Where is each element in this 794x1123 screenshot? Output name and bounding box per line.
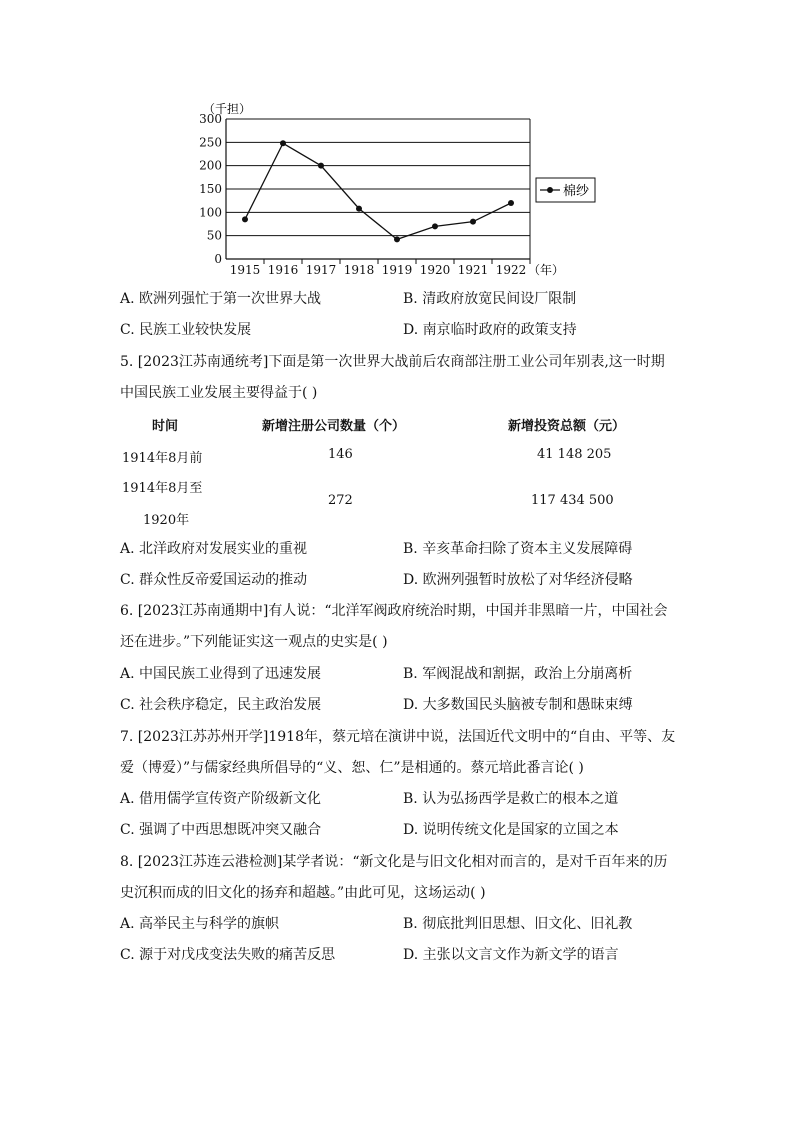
q4-option-d: D. 南京临时政府的政策支持 bbox=[403, 322, 577, 338]
y-tick-label: 100 bbox=[199, 205, 222, 220]
data-point bbox=[394, 236, 400, 242]
q6-option-c: C. 社会秩序稳定，民主政治发展 bbox=[120, 697, 322, 713]
data-point bbox=[318, 163, 324, 169]
table-cell-amount: 41 148 205 bbox=[537, 447, 612, 462]
x-tick-label: 1922 bbox=[495, 263, 527, 277]
chart-series bbox=[242, 140, 514, 242]
q6-stem-line2: 还在进步。”下列能证实这一观点的史实是( ) bbox=[120, 634, 388, 650]
series-line bbox=[245, 143, 511, 239]
q8-option-b: B. 彻底批判旧思想、旧文化、旧礼教 bbox=[403, 916, 633, 932]
table-header-amount: 新增投资总额（元） bbox=[508, 419, 626, 434]
q7-option-b: B. 认为弘扬西学是救亡的根本之道 bbox=[403, 791, 619, 807]
q4-option-a: A. 欧洲列强忙于第一次世界大战 bbox=[120, 291, 322, 307]
y-tick-label: 250 bbox=[199, 135, 222, 150]
table-cell-amount: 117 434 500 bbox=[531, 493, 614, 508]
chart-axes bbox=[226, 119, 530, 264]
y-tick-label: 0 bbox=[214, 252, 222, 266]
x-tick-label: 1920 bbox=[419, 263, 451, 277]
q6-option-a: A. 中国民族工业得到了迅速发展 bbox=[120, 666, 322, 682]
x-tick-label: 1919 bbox=[381, 263, 413, 277]
table-header-count: 新增注册公司数量（个） bbox=[262, 419, 406, 434]
y-tick-label: 150 bbox=[199, 182, 222, 196]
q7-stem-line1: 7. [2023江苏苏州开学]1918年，蔡元培在演讲中说，法国近代文明中的“自由、平等、友 bbox=[120, 729, 676, 745]
x-unit-label: （年） bbox=[528, 263, 565, 277]
y-tick-label: 200 bbox=[199, 158, 222, 173]
chart-ticks bbox=[199, 112, 526, 277]
data-point bbox=[242, 216, 248, 222]
q8-stem-line1: 8. [2023江苏连云港检测]某学者说：“新文化是与旧文化相对而言的，是对千百年来的历 bbox=[120, 854, 668, 870]
chart-legend bbox=[536, 178, 595, 202]
q7-option-a: A. 借用儒学宣传资产阶级新文化 bbox=[120, 791, 322, 807]
q6-option-d: D. 大多数国民头脑被专制和愚昧束缚 bbox=[403, 697, 633, 713]
legend-marker bbox=[547, 187, 553, 193]
q4-option-b: B. 清政府放宽民间设厂限制 bbox=[403, 291, 577, 307]
data-point bbox=[508, 200, 514, 206]
q4-option-c: C. 民族工业较快发展 bbox=[120, 322, 252, 338]
data-point bbox=[280, 140, 286, 146]
q5-option-c: C. 群众性反帝爱国运动的推动 bbox=[120, 572, 308, 588]
table-header-time: 时间 bbox=[152, 419, 179, 434]
q7-option-c: C. 强调了中西思想既冲突又融合 bbox=[120, 822, 322, 838]
q8-option-c: C. 源于对戊戌变法失败的痛苦反思 bbox=[120, 947, 336, 963]
data-point bbox=[470, 219, 476, 225]
data-point bbox=[432, 223, 438, 229]
cotton-yarn-line-chart bbox=[0, 0, 794, 290]
x-tick-label: 1917 bbox=[305, 263, 337, 277]
q6-stem-line1: 6. [2023江苏南通期中]有人说：“北洋军阀政府统治时期，中国并非黑暗一片，中国社会 bbox=[120, 603, 668, 619]
q5-option-d: D. 欧洲列强暂时放松了对华经济侵略 bbox=[403, 572, 633, 588]
table-cell-count: 272 bbox=[328, 493, 353, 508]
chart-grid bbox=[226, 119, 530, 259]
q5-stem-line2: 中国民族工业发展主要得益于( ) bbox=[120, 385, 318, 401]
x-tick-label: 1918 bbox=[343, 263, 375, 277]
x-tick-label: 1915 bbox=[229, 263, 261, 277]
table-cell-time: 1920年 bbox=[143, 513, 190, 528]
table-cell-time: 1914年8月至 bbox=[122, 481, 203, 496]
y-unit-label: （千担） bbox=[203, 102, 252, 116]
q7-option-d: D. 说明传统文化是国家的立国之本 bbox=[403, 822, 619, 838]
q5-option-a: A. 北洋政府对发展实业的重视 bbox=[120, 541, 308, 557]
legend-label: 棉纱 bbox=[563, 184, 590, 199]
q8-option-d: D. 主张以文言文作为新文学的语言 bbox=[403, 947, 619, 963]
q5-stem-line1: 5. [2023江苏南通统考]下面是第一次世界大战前后农商部注册工业公司年别表,这一时期 bbox=[120, 354, 665, 370]
y-tick-label: 50 bbox=[206, 228, 222, 243]
y-tick-label: 300 bbox=[199, 112, 222, 126]
table-cell-time: 1914年8月前 bbox=[122, 451, 203, 466]
x-tick-label: 1916 bbox=[267, 263, 299, 277]
q8-option-a: A. 高举民主与科学的旗帜 bbox=[120, 916, 280, 932]
data-point bbox=[356, 206, 362, 212]
table-cell-count: 146 bbox=[328, 447, 353, 462]
q7-stem-line2: 爱（博爱）”与儒家经典所倡导的“义、恕、仁”是相通的。蔡元培此番言论( ) bbox=[120, 760, 584, 776]
x-tick-label: 1921 bbox=[457, 263, 489, 277]
q5-option-b: B. 辛亥革命扫除了资本主义发展障碍 bbox=[403, 541, 633, 557]
q8-stem-line2: 史沉积而成的旧文化的扬弃和超越。”由此可见，这场运动( ) bbox=[120, 885, 486, 901]
q6-option-b: B. 军阀混战和割据，政治上分崩离析 bbox=[403, 666, 633, 682]
